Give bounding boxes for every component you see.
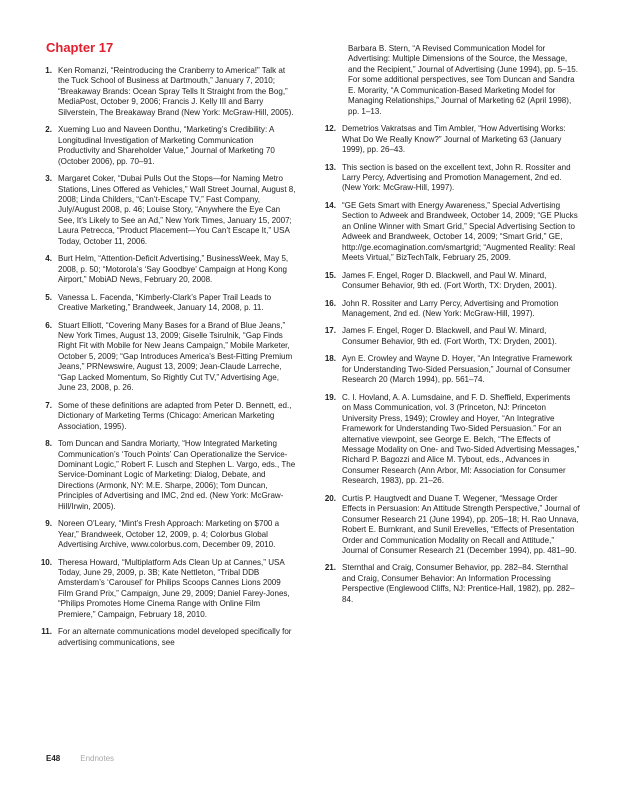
endnote-number: 8. <box>45 439 52 449</box>
endnote-number: 16. <box>324 298 336 308</box>
endnote-number: 13. <box>324 162 336 172</box>
endnote-number: 5. <box>45 292 52 302</box>
endnote-number: 7. <box>45 400 52 410</box>
endnote-text: John R. Rossiter and Larry Percy, Advertising and Promotion Management, 2nd ed. (New York: McGraw-Hill, 1997). <box>342 298 559 318</box>
endnote-18 <box>324 354 580 385</box>
endnote-9 <box>46 519 296 550</box>
endnote-text: Vanessa L. Facenda, “Kimberly-Clark’s Paper Trail Leads to Creative Marketing,” Brandweek, January 14, 2008, p. 11. <box>58 292 272 313</box>
endnote-text: Demetrios Vakratsas and Tim Ambler, “How Advertising Works: What Do We Really Know?” Journal of Marketing 63 (January 1999), pp. 26–43. <box>342 124 566 155</box>
endnote-number: 9. <box>45 519 52 529</box>
endnote-number: 17. <box>324 326 336 336</box>
endnote-text: Ken Romanzi, “Reintroducing the Cranberry to America!” Talk at the Tuck School of Business at Dartmouth,” January 7, 2010; “Breakaway Brands: Ocean Spray Tells It Straight from the Bog,” MediaPost, October 9, 2006; Francis J. Kelly III and Barry Silverstein, The Breakaway Brand (New York: McGraw-Hill, 2005). <box>58 66 294 117</box>
endnote-text: James F. Engel, Roger D. Blackwell, and Paul W. Minard, Consumer Behavior, 9th ed. (Fort Worth, TX: Dryden, 2001). <box>342 270 557 291</box>
endnote-11-continued: Barbara B. Stern, “A Revised Communication Model for Advertising: Multiple Dimensions of the Source, the Message, and the Recipient,” Journal of Advertising (June 1994), pp. 5–15. For some additional perspectives, see Tom Duncan and Sandra E. Morarity, “A Communication-Based Marketing Model for Managing Relationships,” Journal of Marketing 62 (April 1998), pp. 1–13. <box>348 44 578 116</box>
page-footer <box>46 754 114 763</box>
endnote-text: Xueming Luo and Naveen Donthu, “Marketing’s Credibility: A Longitudinal Investigation of Marketing Communication Productivity and Shareholder Value,” Journal of Marketing 70 (October 2006), pp. 70–91. <box>58 125 275 166</box>
endnote-10 <box>40 557 296 621</box>
endnote-number: 19. <box>324 392 336 402</box>
endnote-text: Some of these definitions are adapted from Peter D. Bennett, ed., Dictionary of Marketing Terms (Chicago: American Marketing Association, 1995). <box>58 400 292 431</box>
chapter-heading: Chapter 17 <box>46 40 114 55</box>
endnote-12 <box>324 124 580 155</box>
endnote-21 <box>324 563 580 605</box>
endnote-text: Tom Duncan and Sandra Moriarty, “How Integrated Marketing Communication’s ‘Touch Points’ Can Operationalize the Service-Dominant Logic,” Robert F. Lusch and Stephen L. Vargo, eds., The Service-Dominant Logic of Marketing: Dialog, Debate, and Directions (Armonk, NY: M.E. Sharpe, 2006); Tom Duncan, Principles of Advertising and IMC, 2nd ed. (New York: McGraw-Hill/Irwin, 2005). <box>58 439 296 511</box>
endnote-11 <box>41 627 296 648</box>
endnote-number: 4. <box>45 254 52 264</box>
endnotes-column-right <box>324 44 580 612</box>
endnote-14 <box>324 200 580 264</box>
section-name: Endnotes <box>80 754 115 763</box>
endnote-5 <box>46 293 296 314</box>
endnote-number: 21. <box>324 563 336 573</box>
endnote-4 <box>46 254 296 285</box>
endnote-text: Margaret Coker, “Dubai Pulls Out the Stops—for Naming Metro Stations, Lines Offered as Vehicles,” Wall Street Journal, August 8, 2008; Linda Childers, “Can’t-Escape TV,” Fast Company, July/August 2008, p. 46; Louise Story, “Anywhere the Eye Can See, It’s Likely to See an Ad,” New York Times, January 15, 2007; Laura Petrecca, “Product Placement—You Can’t Escape It,” USA Today, October 11, 2006. <box>58 174 296 246</box>
endnote-number: 12. <box>324 124 336 134</box>
endnote-text: For an alternate communications model developed specifically for advertising communications, see <box>58 627 292 647</box>
endnote-15 <box>324 270 580 292</box>
endnote-3 <box>46 174 296 247</box>
endnotes-column-left <box>40 66 296 655</box>
endnote-2 <box>46 125 296 167</box>
endnote-text: This section is based on the excellent text, John R. Rossiter and Larry Percy, Advertising and Promotion Management, 2nd ed. (New York: McGraw-Hill, 1997). <box>342 162 571 193</box>
endnote-number: 10. <box>40 557 52 567</box>
endnote-17 <box>324 326 580 347</box>
endnote-1 <box>46 66 296 118</box>
endnote-19 <box>324 392 580 487</box>
endnote-number: 6. <box>45 320 52 330</box>
endnote-text: Curtis P. Haugtvedt and Duane T. Wegener, “Message Order Effects in Persuasion: An Attitude Strength Perspective,” Journal of Consumer Research 21 (June 1994), pp. 205–18; H. Rao Unnava, Robert E. Burnkrant, and Sunil Erevelles, “Effects of Presentation Order and Communication Modality on Recall and Attitude,” Journal of Consumer Research 21 (December 1994), pp. 481–90. <box>342 493 580 556</box>
endnote-number: 18. <box>324 354 336 364</box>
endnote-text: Ayn E. Crowley and Wayne D. Hoyer, “An Integrative Framework for Understanding Two-Sided Persuasion,” Journal of Consumer Research 20 (March 1994), pp. 561–74. <box>342 354 573 385</box>
page-number: E48 <box>46 754 61 763</box>
endnote-text: C. I. Hovland, A. A. Lumsdaine, and F. D. Sheffield, Experiments on Mass Communication, vol. 3 (Princeton, NJ: Princeton University Press, 1949); Crowley and Hoyer, “An Integrative Framework for Understanding Two-Sided Persuasion.” For an alternative viewpoint, see George E. Belch, “The Effects of Message Modality on One- and Two-Sided Advertising Messages,” Richard P. Bagozzi and Alice M. Tybout, eds., Advances in Consumer Research (Ann Arbor, MI: Association for Consumer Research, 1983), pp. 21–26. <box>342 392 580 486</box>
endnote-text: Sternthal and Craig, Consumer Behavior, pp. 282–84. Sternthal and Craig, Consumer Behavior: An Information Processing Perspective (Englewood Cliffs, NJ: Prentice-Hall, 1982), pp. 282–84. <box>342 563 575 604</box>
endnote-text: Noreen O’Leary, “Mint’s Fresh Approach: Marketing on $700 a Year,” Brandweek, October 12, 2009, p. 4; Colorbus Global Advertising Archive, www.colorbus.com, December 09, 2010. <box>58 519 280 550</box>
endnote-text: “GE Gets Smart with Energy Awareness,” Special Advertising Section to Adweek and Brandweek, October 14, 2009; “GE Plucks an Online Winner with Smart Grid,” Special Advertising Section to Adweek and Brandweek, October 14, 2009; “Smart Grid,” GE, http://ge.ecomagination.com/smartgrid; “Augmented Reality: Real Meets Virtual,” BizTechTalk, February 25, 2009. <box>342 200 578 263</box>
endnote-8 <box>46 439 296 512</box>
endnote-text: Stuart Elliott, “Covering Many Bases for a Brand of Blue Jeans,” New York Times, August 13, 2009; Giselle Tsirulnik, “Gap Finds Right Fit with Mobile for New Jeans Campaign,” Mobile Marketer, October 5, 2009; “Gap Introduces America’s Best-Fitting Premium Jeans,” PRNewswire, August 13, 2009; Jean-Claude Larreche, “Gap Lacked Momentum, So Rightly Cut TV,” Advertising Age, June 23, 2008, p. 26. <box>58 320 293 393</box>
endnote-number: 3. <box>45 174 52 184</box>
endnote-text: James F. Engel, Roger D. Blackwell, and Paul W. Minard, Consumer Behavior, 9th ed. (Fort Worth, TX: Dryden, 2001). <box>342 326 557 346</box>
endnote-number: 20. <box>324 493 336 503</box>
endnote-6 <box>46 321 296 394</box>
endnote-number: 2. <box>45 125 52 135</box>
endnote-text: Burt Helm, “Attention-Deficit Advertising,” BusinessWeek, May 5, 2008, p. 50; “Motorola’s ‘Say Goodbye’ Campaign at Hong Kong Airport,” MobiAD News, February 20, 2008. <box>58 254 289 285</box>
endnote-16 <box>324 298 580 320</box>
endnote-number: 1. <box>45 66 52 75</box>
endnote-text: Theresa Howard, “Multiplatform Ads Clean Up at Cannes,” USA Today, June 29, 2009, p. 3B; Kate Nettleton, “Tribal DDB Amsterdam’s ‘Carousel’ for Philips Scoops Cannes Lions 2009 Film Grand Prix,” Campaign, June 29, 2009; Daniel Farey-Jones, “Philips Promotes Home Cinema Range with Online Film Premiere,” Campaign, February 18, 2010. <box>58 557 290 619</box>
endnote-number: 15. <box>324 270 336 280</box>
endnote-13 <box>324 162 580 194</box>
endnote-7 <box>46 401 296 432</box>
endnote-20 <box>324 493 580 557</box>
endnote-number: 14. <box>324 200 336 210</box>
endnote-number: 11. <box>41 627 52 637</box>
